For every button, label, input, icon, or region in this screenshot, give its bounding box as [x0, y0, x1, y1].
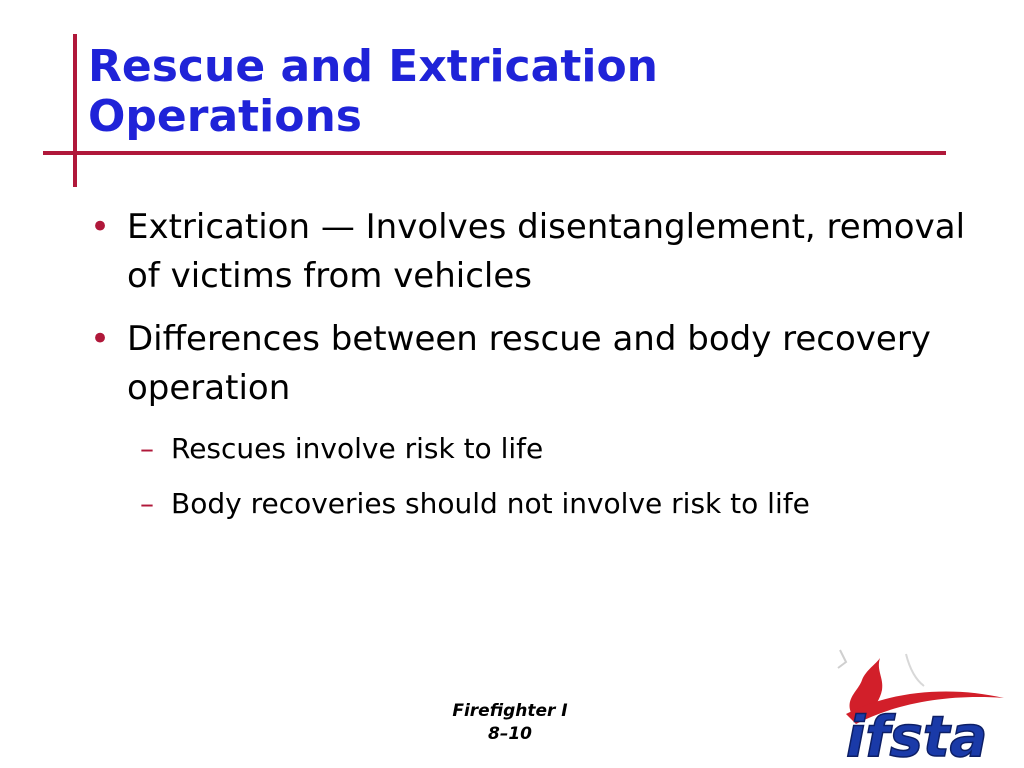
slide-footer — [410, 700, 610, 746]
footer-page-number: 8–10 — [488, 724, 532, 744]
title-line-2: Operations — [88, 91, 362, 142]
logo-outline-stroke — [906, 654, 924, 686]
sub-bullet-marker: – — [140, 432, 154, 465]
bullet-item — [90, 203, 970, 301]
sub-bullet-item — [90, 427, 970, 470]
bullet-marker: • — [90, 319, 111, 359]
logo-outline-stroke — [838, 650, 846, 668]
bullet-item — [90, 315, 970, 413]
sub-bullet-item — [90, 482, 970, 525]
bullet-text: Differences between rescue and body recovery operation — [127, 319, 931, 408]
sub-bullet-text: Rescues involve risk to life — [171, 432, 544, 465]
footer-course: Firefighter I — [452, 701, 568, 721]
slide-title — [88, 42, 948, 142]
sub-bullet-marker: – — [140, 487, 154, 520]
horizontal-accent-line — [43, 151, 946, 155]
slide-body — [90, 203, 970, 537]
logo-lettering: ifsta — [846, 705, 988, 765]
vertical-accent-line — [73, 34, 77, 187]
ifsta-logo — [832, 640, 1012, 765]
sub-bullet-text: Body recoveries should not involve risk to life — [171, 487, 810, 520]
bullet-marker: • — [90, 207, 111, 247]
title-line-1: Rescue and Extrication — [88, 41, 659, 92]
bullet-text: Extrication — Involves disentanglement, removal of victims from vehicles — [127, 207, 966, 296]
